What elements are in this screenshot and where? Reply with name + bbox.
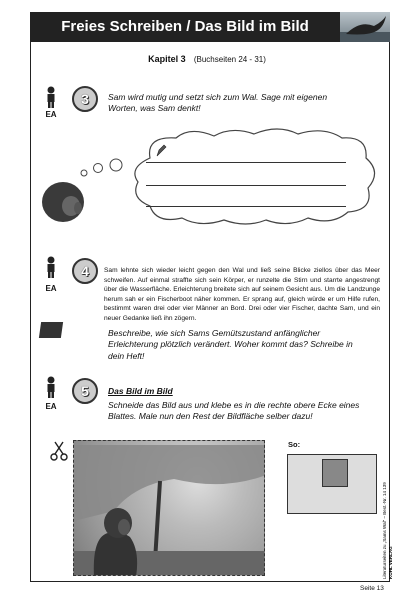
chapter-pages: (Buchseiten 24 - 31) [193, 55, 266, 64]
publisher-name: KOHL VERLAG [388, 546, 393, 579]
cutout-picture[interactable] [73, 440, 265, 576]
writing-line-1[interactable] [146, 162, 346, 163]
person-icon [44, 376, 58, 398]
ea-label: EA [45, 402, 57, 411]
task-number-3: 3 [72, 86, 98, 112]
task-3-instruction: Sam wird mutig und setzt sich zum Wal. Sage mit eigenen Worten, was Sam denkt! [108, 92, 328, 114]
task-5-instruction: Schneide das Bild aus und klebe es in die rechte obere Ecke eines Blattes. Male nun den Rest der Bildfläche selber dazu! [108, 400, 360, 422]
task-5-heading: Das Bild im Bild [108, 386, 173, 396]
publisher-text: Literaturseiten zu „Sams Wal" – Best.-Nr. 14 139 [382, 482, 387, 579]
boy-head [38, 178, 88, 226]
thought-bubbles [78, 158, 128, 180]
chapter-title: Kapitel 3 [148, 54, 186, 64]
task-number-4: 4 [72, 258, 98, 284]
task-number-5: 5 [72, 378, 98, 404]
ea-label: EA [45, 110, 57, 119]
book-icon [39, 322, 63, 338]
pencil-icon [155, 144, 167, 158]
ea-label: EA [45, 284, 57, 293]
page-title: Freies Schreiben / Das Bild im Bild [30, 12, 340, 42]
task-4-instruction: Beschreibe, wie sich Sams Gemütszustand anfänglicher Erleichterung plötzlich verändert. Woher kommt das? Schreibe in dein Heft! [108, 328, 353, 361]
thought-cloud [128, 128, 380, 226]
publisher-info [376, 455, 394, 580]
person-icon [44, 256, 58, 278]
chapter-line [0, 54, 414, 64]
scissors-icon [50, 440, 68, 462]
story-excerpt: Sam lehnte sich wieder leicht gegen den Wal und ließ seine Blicke ziellos über das Meer schweifen. Auf einmal straffte sich sein Körper, er runzelte die Stirn und starrte angestrengt über die Wasserfläche. Erleichterung breitete sich auf seinem Gesicht aus. Um die Landzunge herum sah er ein Fischerboot näher kommen. Er sprang auf, gleich würde er um Hilfe rufen, bestimmt waren drei oder vier Männer an Bord. Drei oder vier Fischer, dachte Sam, und ein neuer Gedanke ließ ihn zögern. [104, 267, 380, 322]
writing-line-3[interactable] [146, 206, 346, 207]
writing-line-2[interactable] [146, 185, 346, 186]
person-icon [44, 86, 58, 108]
whale-image [340, 12, 390, 42]
page-number: Seite 13 [360, 585, 384, 592]
example-inset [322, 459, 348, 487]
so-label: So: [288, 440, 301, 449]
